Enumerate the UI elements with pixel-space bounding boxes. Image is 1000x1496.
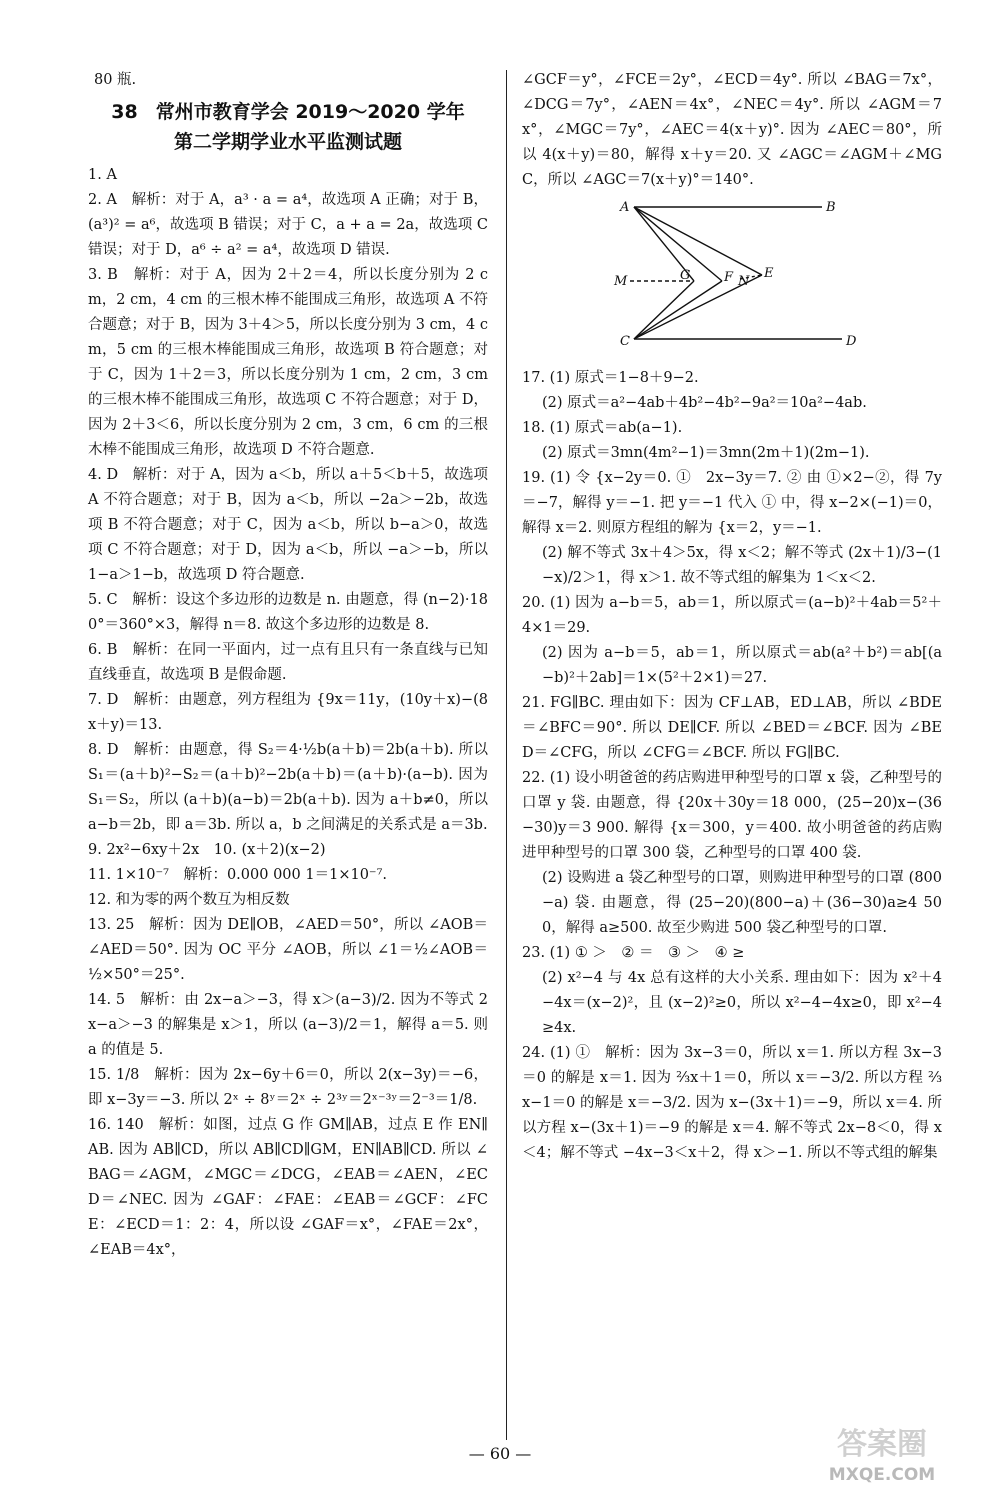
answer-item-3: 3. B 解析：对于 A，因为 2＋2＝4，所以长度分别为 2 cm，2 cm，4 cm 的三根木棒不能围成三角形，故选项 A 不符合题意；对于 B，因为 3＋4＞5，所以长度分别为 3 cm，4 cm，5 cm 的三根木棒能围成三角形，故选项 B 符合题意；对于 C，因为 1＋2＝3，所以长度分别为 1 cm，2 cm，3 cm 的三根木棒不能围成三角形，故选项 C 不符合题意；对于 D，因为 2＋3＜6，所以长度分别为 2 cm，3 cm，6 cm 的三根木棒不能围成三角形，故选项 D 不符合题意. (88, 267, 488, 458)
answer-item-6: 6. B 解析：在同一平面内，过一点有且只有一条直线与已知直线垂直，故选项 B 是假命题. (88, 642, 488, 683)
label-b: B (826, 200, 836, 215)
segment-ae (634, 207, 762, 275)
label-a: A (620, 200, 630, 215)
geometry-figure (612, 199, 872, 349)
answer-item-8: 8. D 解析：由题意，得 S₂＝4·½b(a＋b)＝2b(a＋b). 所以 S₁＝(a＋b)²−S₂＝(a＋b)²−2b(a＋b)＝(a＋b)·(a−b). 因为 S₁＝S₂，所以 (a＋b)(a−b)＝2b(a＋b). 因为 a＋b≠0，所以 a−b＝2b，即 a＝3b. 所以 a，b 之间满足的关系式是 a＝3b. (88, 742, 488, 833)
answer-item-20-2: (2) 因为 a−b＝5，ab＝1，所以原式＝ab(a²＋b²)＝ab[(a−b)²＋2ab]＝1×(5²＋2×1)＝27. (542, 645, 942, 686)
answer-item-13: 13. 25 解析：因为 DE∥OB，∠AED＝50°，所以 ∠AOB＝∠AED＝50°. 因为 OC 平分 ∠AOB，所以 ∠1＝½∠AOB＝½×50°＝25°. (88, 917, 488, 983)
section-title: 常州市教育学会 2019～2020 学年 (155, 101, 465, 123)
segment-cg (634, 281, 694, 339)
answer-item-22-2: (2) 设购进 a 袋乙种型号的口罩，则购进甲种型号的口罩 (800−a) 袋. 由题意，得 (25−20)(800−a)＋(36−30)a≥4 500，解得 a≥500. 故至少购进 500 袋乙种型号的口罩. (542, 870, 942, 936)
answer-item-7: 7. D 解析：由题意，列方程组为 {9x＝11y，(10y＋x)−(8x＋y)＝13. (88, 692, 488, 733)
answer-item-22-1: 22. (1) 设小明爸爸的药店购进甲种型号的口罩 x 袋，乙种型号的口罩 y 袋. 由题意，得 {20x＋30y＝18 000，(25−20)x−(36−30)y＝3 900. 解得 {x＝300，y＝400. 故小明爸爸的药店购进甲种型号的口罩 300 袋，乙种型号的口罩 400 袋. (522, 770, 942, 861)
answer-item-20-1: 20. (1) 因为 a−b＝5，ab＝1，所以原式＝(a−b)²＋4ab＝5²＋4×1＝29. (522, 595, 942, 636)
answer-16-continued: ∠GCF＝y°，∠FCE＝2y°，∠ECD＝4y°. 所以 ∠BAG＝7x°，∠DCG＝7y°，∠AEN＝4x°，∠NEC＝4y°. 所以 ∠AGM＝7x°，∠MGC＝7y°，∠AEC＝4(x＋y)°. 因为 ∠AEC＝80°，所以 4(x＋y)＝80，解得 x＋y＝20. 又 ∠AGC＝∠AGM＋∠MGC，所以 ∠AGC＝7(x＋y)°＝140°. (522, 72, 942, 188)
answer-item-18-2: (2) 原式＝3mn(4m²−1)＝3mn(2m＋1)(2m−1). (542, 445, 870, 461)
label-n: N (738, 274, 750, 289)
answer-item-11: 11. 1×10⁻⁷ 解析：0.000 000 1＝1×10⁻⁷. (88, 867, 387, 883)
column-divider (506, 70, 507, 1440)
answer-item-17-2: (2) 原式＝a²−4ab＋4b²−4b²−9a²＝10a²−4ab. (542, 395, 867, 411)
answer-item-15: 15. 1/8 解析：因为 2x−6y＋6＝0，所以 2(x−3y)＝−6，即 x−3y＝−3. 所以 2ˣ ÷ 8ʸ＝2ˣ ÷ 2³ʸ＝2ˣ⁻³ʸ＝2⁻³＝1/8. (88, 1067, 488, 1108)
segment-af (634, 207, 722, 281)
answer-item-14: 14. 5 解析：由 2x−a＞−3，得 x＞(a−3)/2. 因为不等式 2x−a＞−3 的解集是 x＞1，所以 (a−3)/2＝1，解得 a＝5. 则 a 的值是 5. (88, 992, 488, 1058)
answer-item-1: 1. A (88, 167, 117, 183)
section-number: 38 (111, 101, 138, 123)
label-g: G (680, 268, 691, 283)
segment-cf (634, 281, 722, 339)
label-e: E (764, 266, 774, 281)
answer-item-16: 16. 140 解析：如图，过点 G 作 GM∥AB，过点 E 作 EN∥AB. 因为 AB∥CD，所以 AB∥CD∥GM，EN∥AB∥CD. 所以 ∠BAG＝∠AGM，∠MGC＝∠DCG，∠EAB＝∠AEN，∠ECD＝∠NEC. 因为 ∠GAF：∠FAE：∠EAB＝∠GCF：∠FCE：∠ECD＝1：2：4，所以设 ∠GAF＝x°，∠FAE＝2x°，∠EAB＝4x°， (88, 1117, 488, 1258)
answer-item-2: 2. A 解析：对于 A，a³ · a = a⁴，故选项 A 正确；对于 B，(a³)² = a⁶，故选项 B 错误；对于 C，a + a = 2a，故选项 C 错误；对于 D，a⁶ ÷ a² = a⁴，故选项 D 错误. (88, 192, 488, 258)
watermark-url: MXQE.COM (828, 1465, 936, 1485)
label-f: F (724, 270, 734, 285)
page-number: — 60 — (468, 1444, 532, 1463)
left-column (88, 68, 488, 1263)
answer-item-21: 21. FG∥BC. 理由如下：因为 CF⊥AB，ED⊥AB，所以 ∠BDE＝∠BFC＝90°. 所以 DE∥CF. 所以 ∠BED＝∠BCF. 因为 ∠BED＝∠CFG，所以 ∠CFG＝∠BCF. 所以 FG∥BC. (522, 695, 942, 761)
answer-item-9-10: 9. 2x²−6xy＋2x 10. (x＋2)(x−2) (88, 842, 326, 858)
label-c: C (620, 334, 630, 349)
answer-item-5: 5. C 解析：设这个多边形的边数是 n. 由题意，得 (n−2)·180°＝360°×3，解得 n＝8. 故这个多边形的边数是 8. (88, 592, 488, 633)
watermark-title: 答案圈 (837, 1427, 927, 1462)
answer-item-18-1: 18. (1) 原式＝ab(a−1). (522, 420, 683, 436)
answer-item-19-2: (2) 解不等式 3x＋4＞5x，得 x＜2；解不等式 (2x＋1)/3−(1−x)/2＞1，得 x＞1. 故不等式组的解集为 1＜x＜2. (542, 545, 942, 586)
answer-item-23-2: (2) x²−4 与 4x 总有这样的大小关系. 理由如下：因为 x²＋4−4x＝(x−2)²，且 (x−2)²≥0，所以 x²−4−4x≥0，即 x²−4≥4x. (542, 970, 942, 1036)
label-m: M (614, 274, 628, 289)
answer-item-12: 12. 和为零的两个数互为相反数 (88, 892, 290, 908)
watermark-logo (782, 1418, 982, 1488)
answer-item-17-1: 17. (1) 原式＝1−8＋9−2. (522, 370, 699, 386)
answer-item-23-1: 23. (1) ① ＞ ② ＝ ③ ＞ ④ ≥ (522, 945, 745, 961)
section-subtitle: 第二学期学业水平监测试题 (173, 131, 402, 153)
right-column (522, 68, 942, 1166)
section-heading (88, 97, 488, 157)
section-heading-line1 (88, 97, 488, 127)
answer-item-24-1: 24. (1) ① 解析：因为 3x−3＝0，所以 x＝1. 所以方程 3x−3＝0 的解是 x＝1. 因为 ⅔x＋1＝0，所以 x＝−3/2. 所以方程 ⅔x−1＝0 的解是 x＝−3/2. 因为 x−(3x＋1)＝−9，所以 x＝4. 所以方程 x−(3x＋1)＝−9 的解是 x＝4. 解不等式 2x−8＜0，得 x＜4；解不等式 −4x−3＜x＋2，得 x＞−1. 所以不等式组的解集 (522, 1045, 942, 1161)
answer-item-19-1: 19. (1) 令 {x−2y＝0. ① 2x−3y＝7. ② 由 ①×2−②，得 7y＝−7，解得 y＝−1. 把 y＝−1 代入 ① 中，得 x−2×(−1)＝0，解得 x＝2. 则原方程组的解为 {x＝2，y＝−1. (522, 470, 942, 536)
label-d: D (846, 334, 857, 349)
answer-item-4: 4. D 解析：对于 A，因为 a＜b，所以 a＋5＜b＋5，故选项 A 不符合题意；对于 B，因为 a＜b，所以 −2a＞−2b，故选项 B 不符合题意；对于 C，因为 a＜b，所以 b−a＞0，故选项 C 不符合题意；对于 D，因为 a＜b，所以 −a＞−b，所以 1−a＞1−b，故选项 D 符合题意. (88, 467, 488, 583)
left-top-text: 80 瓶. (94, 72, 137, 88)
